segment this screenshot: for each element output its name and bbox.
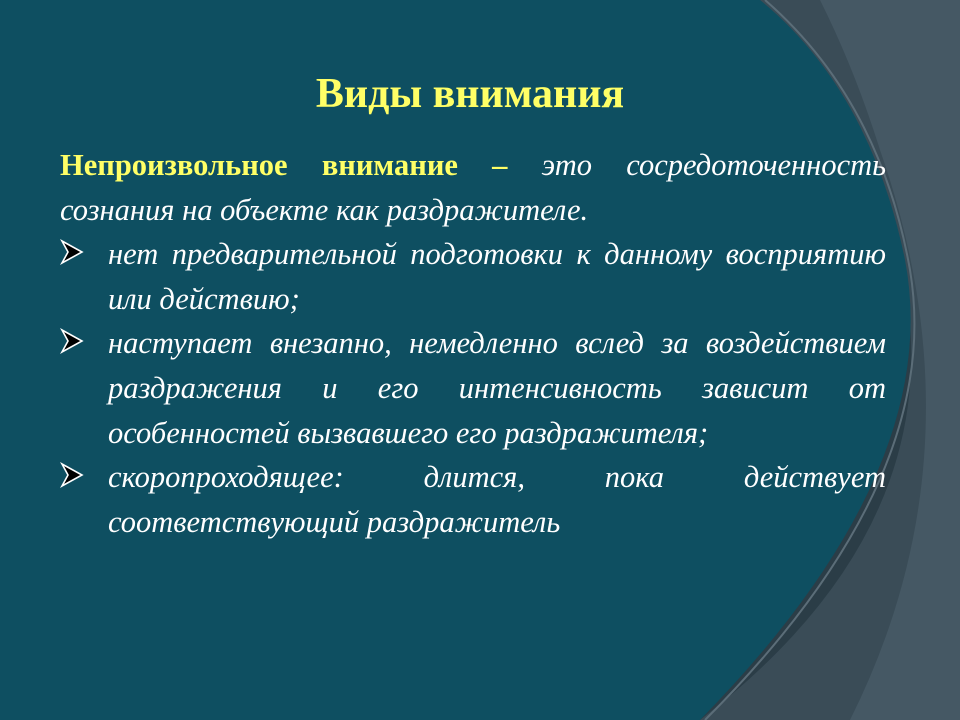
- dash: –: [492, 148, 508, 182]
- term-label: Непроизвольное внимание: [60, 148, 458, 182]
- list-item: [60, 232, 886, 321]
- bullet-list: [60, 232, 886, 544]
- definition-text: это сосредоточенность сознания на объекте как раздражителе.: [60, 148, 887, 227]
- bullet-text: скоропроходящее: длится, пока действует соответствующий раздражитель: [108, 460, 886, 539]
- arrowhead-bullet-icon: [60, 462, 84, 488]
- arrowhead-bullet-icon: [60, 328, 84, 354]
- bullet-text: нет предварительной подготовки к данному восприятию или действию;: [108, 237, 886, 316]
- arrowhead-bullet-icon: [60, 239, 84, 265]
- list-item: [60, 455, 886, 544]
- slide-body: [60, 143, 886, 544]
- slide-title: Виды внимания: [315, 71, 625, 117]
- definition-paragraph: [60, 143, 886, 232]
- list-item: [60, 321, 886, 455]
- bullet-text: наступает внезапно, немедленно вслед за воздействием раздражения и его интенсивность зависит от особенностей вызвавшего его раздражителя;: [108, 326, 886, 450]
